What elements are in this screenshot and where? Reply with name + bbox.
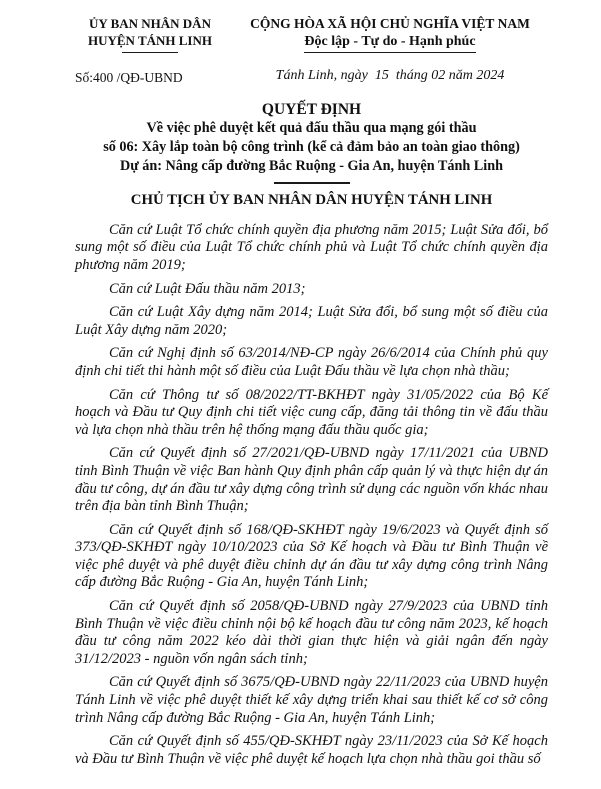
issuing-authority-line2: HUYỆN TÁNH LINH xyxy=(87,32,212,48)
title-underline xyxy=(274,182,350,183)
legal-basis-paragraph: Căn cứ Nghị định số 63/2014/NĐ-CP ngày 26/6/2014 của Chính phủ quy định chi tiết thi hành một số điều của Luật Đấu thầu về lựa chọn nhà thầu; xyxy=(75,345,548,379)
document-type-title: QUYẾT ĐỊNH xyxy=(261,101,362,119)
deciding-authority-title: CHỦ TỊCH ỦY BAN NHÂN DÂN HUYỆN TÁNH LINH xyxy=(130,191,493,208)
legal-basis-paragraph: Căn cứ Quyết định số 455/QĐ-SKHĐT ngày 23/11/2023 của Sở Kế hoạch và Đầu tư Bình Thuận về việc phê duyệt kế hoạch lựa chọn nhà thầu goi thầu số xyxy=(75,733,548,767)
subject-line-3: Dự án: Nâng cấp đường Bắc Ruộng - Gia An, huyện Tánh Linh xyxy=(120,158,503,175)
issuing-authority-underline xyxy=(122,52,178,53)
national-motto-line1: CỘNG HÒA XÃ HỘI CHỦ NGHĨA VIỆT NAM xyxy=(250,16,530,31)
legal-basis-paragraph: Căn cứ Quyết định số 3675/QĐ-UBND ngày 22/11/2023 của UBND huyện Tánh Linh về việc phê duyệt thiết kế xây dựng triển khai sau thiết kế cơ sở công trình Nâng cấp đường Bắc Ruộng - Gia An, huyện Tánh Linh; xyxy=(75,674,548,726)
legal-basis-paragraph: Căn cứ Quyết định số 2058/QĐ-UBND ngày 27/9/2023 của UBND tỉnh Bình Thuận về việc điều chỉnh nội bộ kế hoạch đầu tư công năm 2023, kế hoạch đầu tư công năm 2022 kéo dài thời gian thực hiện và giải ngân đến ngày 31/12/2023 - nguồn vốn ngân sách tỉnh; xyxy=(75,598,548,667)
subject-line-2: số 06: Xây lắp toàn bộ công trình (kể cả đảm bảo an toàn giao thông) xyxy=(103,139,520,156)
document-body xyxy=(75,222,548,769)
national-header-block xyxy=(232,16,548,84)
legal-basis-paragraph: Căn cứ Luật Tổ chức chính quyền địa phương năm 2015; Luật Sửa đổi, bổ sung một số điều của Luật Tổ chức chính phủ và Luật Tổ chức chính quyền địa phương năm 2019; xyxy=(75,221,548,273)
legal-basis-paragraph: Căn cứ Luật Xây dựng năm 2014; Luật Sửa đổi, bổ sung một số điều của Luật Xây dựng năm 2020; xyxy=(75,304,548,338)
legal-basis-paragraph: Căn cứ Luật Đấu thầu năm 2013; xyxy=(109,280,306,297)
issuing-authority-line1: ỦY BAN NHÂN DÂN xyxy=(89,16,211,31)
document-header xyxy=(75,16,548,86)
national-motto-underline xyxy=(304,52,476,53)
legal-basis-paragraph: Căn cứ Quyết định số 168/QĐ-SKHĐT ngày 19/6/2023 và Quyết định số 373/QĐ-SKHĐT ngày 10/10/2023 của Sở Kế hoạch và Đầu tư Bình Thuận về việc phê duyệt và phê duyệt điều chỉnh dự án đầu tư xây dựng công trình Nâng cấp đường Bắc Ruộng - Gia An, huyện Tánh Linh; xyxy=(75,521,548,591)
title-block xyxy=(75,100,548,208)
national-motto-line2: Độc lập - Tự do - Hạnh phúc xyxy=(304,33,476,49)
legal-basis-paragraph: Căn cứ Quyết định số 27/2021/QĐ-UBND ngày 17/11/2021 của UBND tỉnh Bình Thuận về việc Ban hành Quy định phân cấp quản lý và thực hiện dự án đầu tư công, dự án đầu tư xây dựng công trình sử dụng các nguồn vốn khác nhau trên địa bàn tỉnh Bình Thuận; xyxy=(75,445,548,515)
document-number: Số:400 /QĐ-UBND xyxy=(75,70,183,86)
issuing-authority-block xyxy=(75,16,225,86)
legal-basis-paragraph: Căn cứ Thông tư số 08/2022/TT-BKHĐT ngày 31/05/2022 của Bộ Kế hoạch và Đầu tư Quy định chi tiết việc cung cấp, đăng tải thông tin về đấu thầu và lựa chọn nhà thầu trên hệ thống mạng đấu thầu quốc gia; xyxy=(75,386,548,438)
subject-line-1: Về việc phê duyệt kết quả đấu thầu qua mạng gói thầu xyxy=(146,120,477,137)
place-and-date: Tánh Linh, ngày 15 tháng 02 năm 2024 xyxy=(275,67,505,83)
